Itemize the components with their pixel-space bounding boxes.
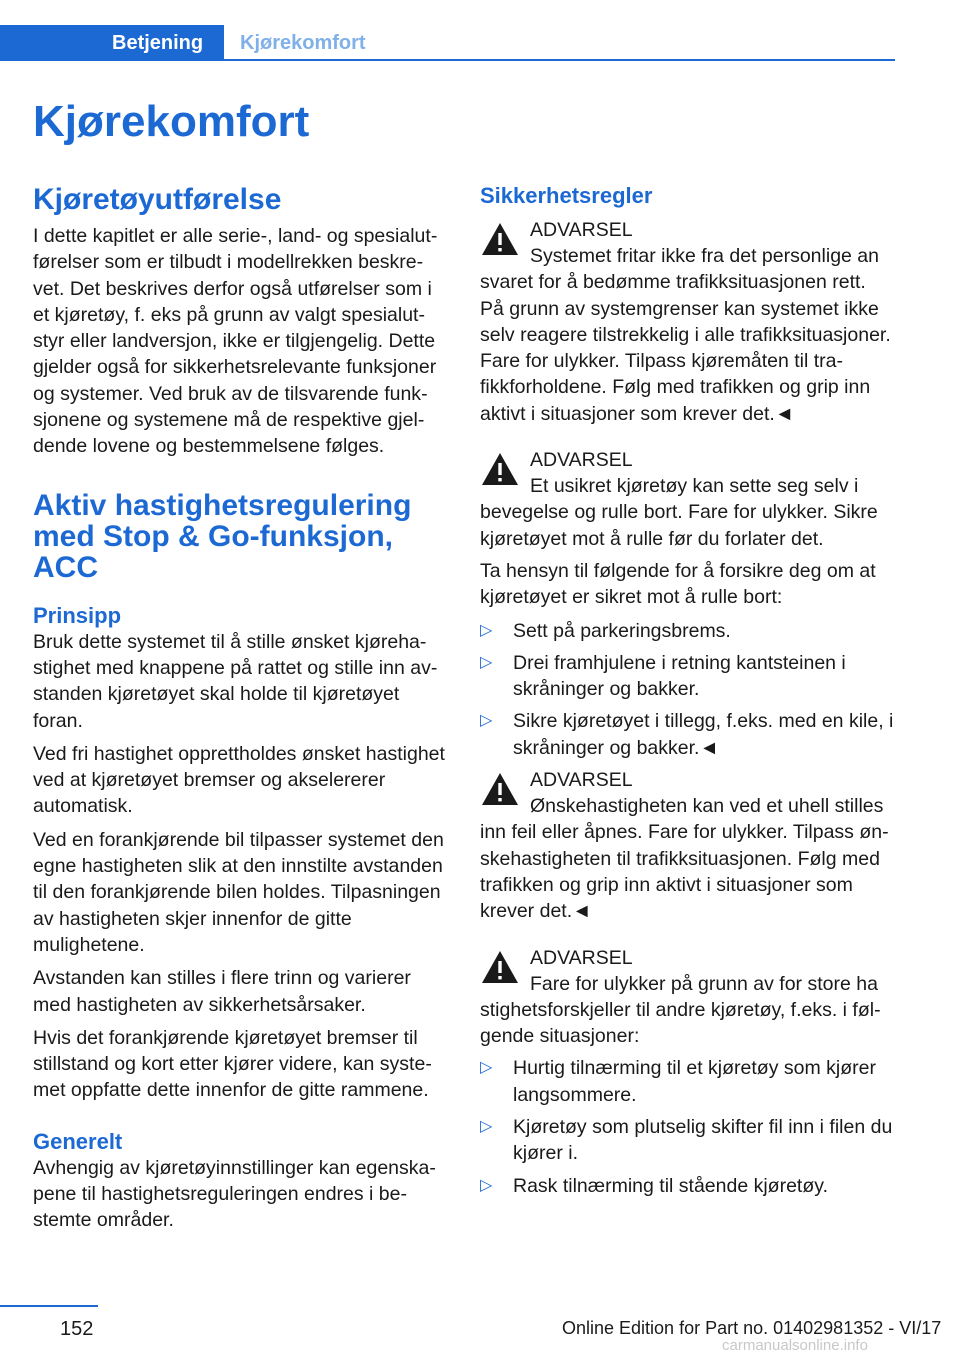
edition-footer: Online Edition for Part no. 01402981352 - VI/17 xyxy=(562,1318,942,1338)
warning-text xyxy=(480,473,895,552)
warning-first-line: Systemet fritar ikke fra det personlige an xyxy=(530,245,879,267)
warning-first-line: Et usikret kjøretøy kan sette seg selv i xyxy=(530,475,859,498)
warning-triangle-icon xyxy=(480,221,520,257)
warning-4 xyxy=(480,945,895,1050)
section-tab[interactable]: Betjening xyxy=(0,25,224,61)
page-title: Kjørekomfort xyxy=(33,97,310,146)
heading-safety-rules: Sikkerhetsregler xyxy=(480,183,653,208)
triangle-right-bullet-icon: ▷ xyxy=(480,1176,493,1194)
list-item xyxy=(480,1114,895,1167)
left-column xyxy=(33,183,448,1241)
warning-triangle-icon xyxy=(480,451,520,487)
warning-first-line: Fare for ulykker på grunn av for store ha xyxy=(530,972,878,995)
list-item-text: Sett på parkeringsbrems. xyxy=(513,619,731,642)
page-number: 152 xyxy=(60,1318,94,1340)
subsection-tab[interactable]: Kjørekomfort xyxy=(240,32,366,54)
warning-1 xyxy=(480,217,895,427)
heading-principle: Prinsipp xyxy=(33,602,122,628)
warning-triangle-icon xyxy=(480,771,520,807)
triangle-right-bullet-icon: ▷ xyxy=(480,712,493,730)
paragraph-vehicle-version: I dette kapitlet er alle serie-, land- og spesialutførelser som er tilbudt i modellrekken beskrevet. Det beskrives derfor også utførelser som i et kjøretøy, f. eks på grunn av valgt spesialutstyr eller landversjon, ikke er tilgjengelig. Dette gjelder også for sikkerhetsrelevante funksjoner og systemer. Ved bruk av de tilsvarende funksjonene og systemene må de respektive gjeldende lovene og bestemmelsene følges. xyxy=(33,225,438,458)
spacer xyxy=(480,931,895,941)
list-item-text: Rask tilnærming til stående kjøretøy. xyxy=(513,1174,828,1197)
watermark: carmanualsonline.info xyxy=(722,1337,868,1354)
warning-text xyxy=(480,971,895,1050)
situations-list xyxy=(480,1055,895,1198)
spacer xyxy=(33,1111,448,1129)
list-item xyxy=(480,650,895,703)
warning-text xyxy=(480,243,895,427)
list-item-text: Drei framhjulene i retning kantsteinen i skråninger og bakker. xyxy=(513,651,846,701)
paragraph-principle-1: Bruk dette systemet til å stille ønsket kjørehastighet med knappene på rattet og stille inn avstanden kjøretøyet skal holde til kjøretøyet foran. xyxy=(33,630,438,732)
warning-first-line: Ønskehastigheten kan ved et uhell stilles xyxy=(530,795,884,818)
warning-rest: stighetsforskjeller til andre kjøretøy, f.eks. i følgende situasjoner: xyxy=(480,998,881,1048)
warning-rest: svaret for å bedømme trafikksituasjonen rett. På grunn av systemgrenser kan systemet ikke selv reagere tilstrekkelig i alle trafikksituasjoner. Fare for ulykker. Tilpass kjøremåten til trafikkforholdene. Følg med trafikken og grip inn aktivt i situasjoner som krever det.◄ xyxy=(480,271,891,425)
rolling-list xyxy=(480,618,895,761)
paragraph-principle-2: Ved fri hastighet opprettholdes ønsket hastighet ved at kjøretøyet bremser og akselererer automatisk. xyxy=(33,742,445,818)
list-item-text: Hurtig tilnærming til et kjøretøy som kjører langsommere. xyxy=(513,1057,876,1106)
spacer xyxy=(480,433,895,443)
warning-triangle-icon xyxy=(480,949,520,985)
chapter-header xyxy=(0,25,895,61)
list-item xyxy=(480,1173,895,1199)
paragraph-principle-5: Hvis det forankjørende kjøretøyet bremser til stillstand og kort etter kjører videre, kan systemet oppfatte dette innenfor de gitte rammene. xyxy=(33,1026,432,1102)
warning-label: ADVARSEL xyxy=(530,769,633,792)
heading-general: Generelt xyxy=(33,1128,123,1154)
right-column xyxy=(480,183,895,1205)
triangle-right-bullet-icon: ▷ xyxy=(480,1118,493,1136)
paragraph-principle-4: Avstanden kan stilles i flere trinn og varierer med hastigheten av sikkerhetsårsaker. xyxy=(33,967,411,1016)
list-item-text: Sikre kjøretøyet i tillegg, f.eks. med en kile, i skråninger og bakker.◄ xyxy=(513,710,894,759)
warning-rest: bevegelse og rulle bort. Fare for ulykker. Sikre kjøretøyet mot å rulle før du forlater det. xyxy=(480,501,878,550)
warning-3 xyxy=(480,767,895,924)
page-number-rule xyxy=(0,1305,98,1307)
warning-label: ADVARSEL xyxy=(530,219,633,241)
list-item xyxy=(480,1055,895,1108)
warning-rest: inn feil eller åpnes. Fare for ulykker. Tilpass ønskehastigheten til trafikksituasjonen. Følg med trafikken og grip inn aktivt i situasjoner som krever det.◄ xyxy=(480,821,889,923)
triangle-right-bullet-icon: ▷ xyxy=(480,653,493,671)
paragraph-rolling: Ta hensyn til følgende for å forsikre deg om at kjøretøyet er sikret mot å rulle bort: xyxy=(480,559,876,609)
warning-text xyxy=(480,793,895,924)
warning-2 xyxy=(480,447,895,552)
paragraph-principle-3: Ved en forankjørende bil tilpasser systemet den egne hastigheten slik at den innstilte avstanden til den forankjørende bilen holdes. Tilpasningen av hastigheten skjer innenfor de gitte mulighetene. xyxy=(33,828,444,956)
triangle-right-bullet-icon: ▷ xyxy=(480,621,493,639)
triangle-right-bullet-icon: ▷ xyxy=(480,1059,493,1077)
paragraph-general: Avhengig av kjøretøyinnstillinger kan egenskapene til hastighetsreguleringen endres i bestemte områder. xyxy=(33,1156,436,1232)
heading-acc: Aktiv hastighetsregulering med Stop & Go-funksjon, ACC xyxy=(33,488,412,584)
list-item xyxy=(480,618,895,644)
heading-vehicle-version: Kjøretøyutførelse xyxy=(33,183,282,216)
warning-label: ADVARSEL xyxy=(530,449,633,472)
list-item-text: Kjøretøy som plutselig skifter fil inn i filen du kjører i. xyxy=(513,1116,893,1165)
list-item xyxy=(480,708,895,761)
warning-label: ADVARSEL xyxy=(530,946,633,969)
